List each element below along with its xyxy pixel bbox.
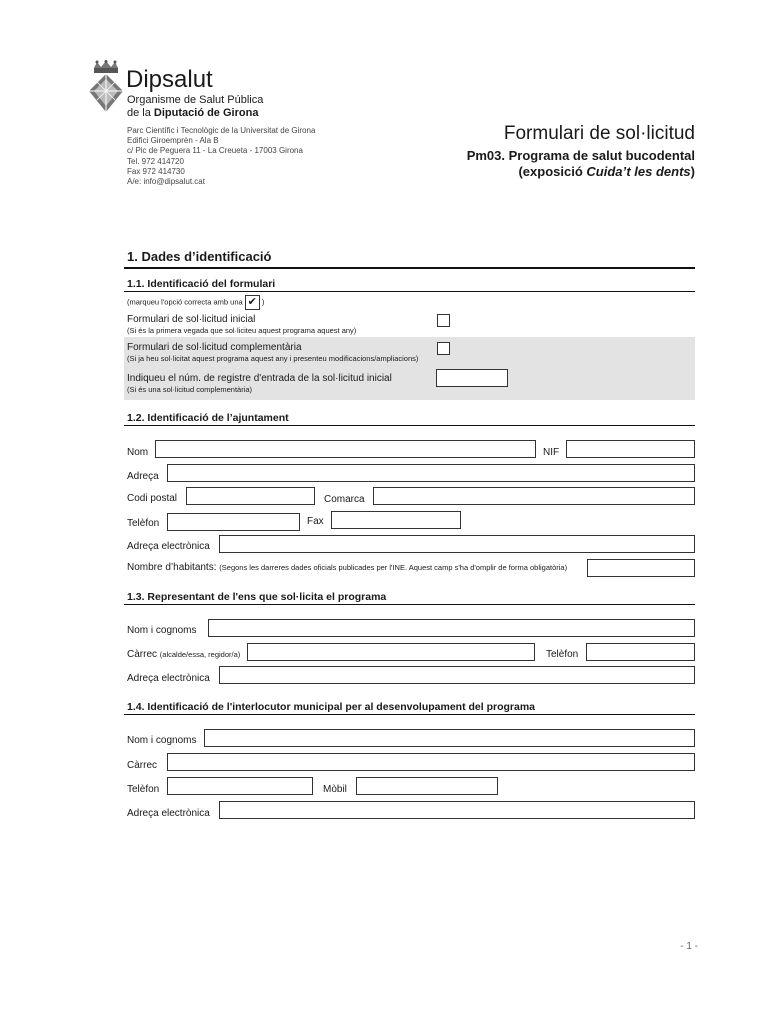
- representant-nom-label: Nom i cognoms: [127, 625, 197, 636]
- adreca-electronica-input[interactable]: [219, 535, 695, 553]
- representant-email-input[interactable]: [219, 666, 695, 684]
- section-1-3-title: 1.3. Representant de l'ens que sol·licita el programa: [127, 591, 387, 603]
- section-1-1-rule: [124, 291, 695, 292]
- interlocutor-email-input[interactable]: [219, 801, 695, 819]
- representant-nom-input[interactable]: [208, 619, 695, 637]
- representant-carrec-label: Càrrec (alcalde/essa, regidor/a): [127, 649, 241, 660]
- representant-carrec-input[interactable]: [247, 643, 535, 661]
- registry-number-input[interactable]: [436, 369, 508, 387]
- section-1-1-title: 1.1. Identificació del formulari: [127, 278, 276, 290]
- org-subtitle: Organisme de Salut Pública: [127, 94, 264, 106]
- codi-postal-label: Codi postal: [127, 493, 178, 504]
- nom-label: Nom: [127, 447, 149, 458]
- nom-input[interactable]: [155, 440, 536, 458]
- interlocutor-email-label: Adreça electrònica: [127, 808, 210, 819]
- section-1-3-rule: [124, 604, 695, 605]
- option-initial-note: (Si és la primera vegada que sol·liciteu aquest programa aquest any): [127, 326, 357, 335]
- adreca-input[interactable]: [167, 464, 695, 482]
- option-initial-label: Formulari de sol·licitud inicial: [127, 314, 256, 325]
- interlocutor-telefon-label: Telèfon: [127, 784, 160, 795]
- section-1-rule: [124, 267, 695, 269]
- section-1-4-rule: [124, 714, 695, 715]
- nif-label: NIF: [543, 447, 560, 458]
- option-complementary-note: (Si ja heu sol·licitat aquest programa aquest any i presenteu modificacions/ampliacions): [127, 354, 419, 363]
- adreca-label: Adreça: [127, 471, 159, 482]
- telefon-label: Telèfon: [127, 518, 160, 529]
- representant-email-label: Adreça electrònica: [127, 673, 210, 684]
- org-department: de la Diputació de Girona: [127, 107, 259, 119]
- adreca-electronica-label: Adreça electrònica: [127, 541, 210, 552]
- org-address: [127, 126, 315, 187]
- form-subtitle: Pm03. Programa de salut bucodental: [466, 148, 695, 163]
- fax-input[interactable]: [331, 511, 461, 529]
- comarca-input[interactable]: [373, 487, 695, 505]
- interlocutor-carrec-label: Càrrec: [127, 760, 158, 771]
- option-initial-checkbox[interactable]: [437, 314, 450, 327]
- crown-icon: [92, 60, 120, 74]
- form-title: Formulari de sol·licitud: [503, 123, 695, 144]
- habitants-input[interactable]: [587, 559, 695, 577]
- page-number: - 1 -: [680, 941, 698, 952]
- section-1-1-note: (marqueu l'opció correcta amb una ✔ ): [127, 296, 265, 308]
- address-line: Edifici Giroemprèn - Ala B: [127, 136, 219, 146]
- option-complementary-label: Formulari de sol·licitud complementària: [127, 342, 302, 353]
- address-line: A/e: info@dipsalut.cat: [127, 177, 205, 187]
- section-1-2-title: 1.2. Identificació de l’ajuntament: [127, 412, 289, 424]
- address-line: Fax 972 414730: [127, 166, 185, 176]
- nif-input[interactable]: [566, 440, 695, 458]
- org-name: Dipsalut: [126, 66, 213, 93]
- address-line: Tel. 972 414720: [127, 156, 184, 166]
- interlocutor-mobil-label: Mòbil: [323, 784, 347, 795]
- shield-icon: [88, 73, 124, 113]
- checkmark-icon: ✔: [245, 295, 260, 310]
- telefon-input[interactable]: [167, 513, 300, 531]
- registry-number-note: (Si és una sol·licitud complementària): [127, 385, 253, 394]
- representant-telefon-label: Telèfon: [546, 649, 579, 660]
- interlocutor-mobil-input[interactable]: [356, 777, 498, 795]
- representant-telefon-input[interactable]: [586, 643, 695, 661]
- fax-label: Fax: [307, 516, 324, 527]
- interlocutor-telefon-input[interactable]: [167, 777, 313, 795]
- address-line: Parc Científic i Tecnològic de la Universitat de Girona: [127, 126, 316, 135]
- option-complementary-checkbox[interactable]: [437, 342, 450, 355]
- interlocutor-nom-label: Nom i cognoms: [127, 735, 197, 746]
- habitants-label: Nombre d’habitants: (Segons les darreres dades oficials publicades per l'INE. Aquest camp s'ha d'omplir de forma obligatòria): [127, 562, 568, 573]
- form-subtitle-exposicio: (exposició Cuida’t les dents): [518, 164, 695, 179]
- address-line: c/ Pic de Peguera 11 - La Creueta - 17003 Girona: [127, 146, 303, 156]
- registry-number-label: Indiqueu el núm. de registre d'entrada de la sol·licitud inicial: [127, 373, 392, 384]
- section-1-title: 1. Dades d’identificació: [127, 249, 272, 264]
- interlocutor-nom-input[interactable]: [204, 729, 695, 747]
- codi-postal-input[interactable]: [186, 487, 315, 505]
- habitants-note: (Segons les darreres dades oficials publicades per l'INE. Aquest camp s'ha d'omplir de forma obligatòria): [219, 563, 568, 572]
- section-1-4-title: 1.4. Identificació de l'interlocutor municipal per al desenvolupament del programa: [127, 701, 536, 713]
- section-1-2-rule: [124, 425, 695, 426]
- interlocutor-carrec-input[interactable]: [167, 753, 695, 771]
- comarca-label: Comarca: [324, 494, 365, 505]
